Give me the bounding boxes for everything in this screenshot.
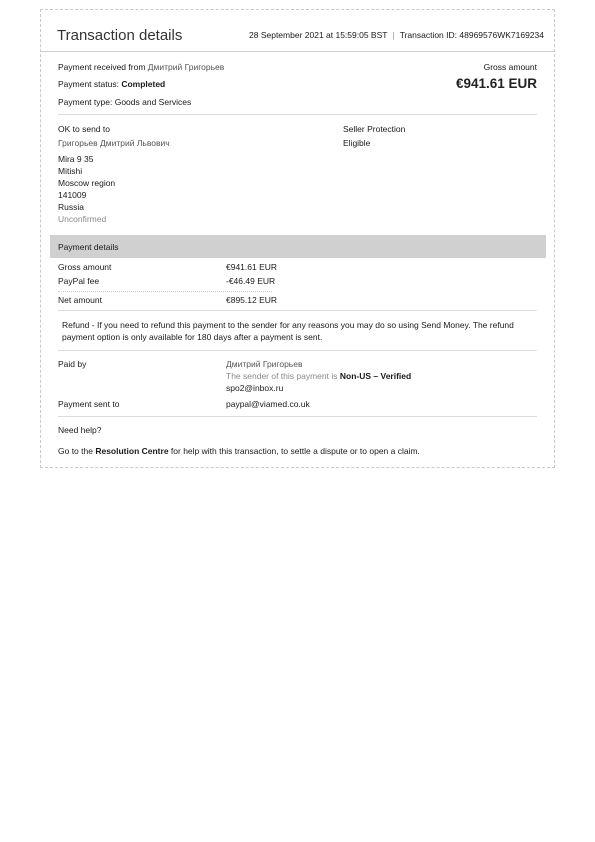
divider	[58, 416, 537, 417]
gross-amount-value: €941.61 EUR	[455, 76, 537, 91]
address-line: 141009	[58, 190, 87, 200]
transaction-id-label: Transaction ID:	[399, 30, 458, 40]
sender-note: The sender of this payment is	[226, 371, 338, 381]
transaction-details-panel	[40, 9, 555, 468]
received-from-row	[58, 62, 224, 72]
ship-to-heading: OK to send to	[58, 124, 110, 134]
sender-status: Non-US – Verified	[339, 371, 412, 381]
panel-header	[41, 10, 554, 52]
sender-status-row	[226, 371, 411, 381]
divider	[58, 310, 537, 311]
details-fee-value: -€46.49 EUR	[226, 276, 276, 286]
help-text	[58, 446, 420, 456]
payment-details-header	[50, 235, 546, 258]
payment-sent-to-email: paypal@viamed.co.uk	[226, 399, 310, 409]
address-line: Mitishi	[58, 166, 83, 176]
ship-to-name: Григорьев Дмитрий Львович	[58, 138, 170, 148]
payer-email: spo2@inbox.ru	[226, 383, 284, 393]
address-line: Moscow region	[58, 178, 116, 188]
need-help-heading: Need help?	[58, 425, 102, 435]
details-net-value: €895.12 EUR	[226, 295, 278, 305]
seller-protection-status: Eligible	[343, 138, 371, 148]
resolution-centre-link[interactable]: Resolution Centre	[95, 446, 169, 456]
payment-status-value: Completed	[121, 79, 166, 89]
details-gross-value: €941.61 EUR	[226, 262, 278, 272]
address-line: Russia	[58, 202, 84, 212]
help-suffix: for help with this transaction, to settle a dispute or to open a claim.	[170, 446, 420, 456]
payment-type-label: Payment type:	[58, 97, 113, 107]
paid-by-label: Paid by	[58, 359, 87, 369]
transaction-id: 48969576WK7169234	[459, 30, 544, 40]
payment-details-heading: Payment details	[58, 242, 119, 252]
details-gross-label: Gross amount	[58, 262, 112, 272]
address-status: Unconfirmed	[58, 214, 107, 224]
meta-separator: |	[392, 30, 395, 40]
page-title: Transaction details	[57, 27, 183, 44]
transaction-meta	[249, 30, 544, 40]
received-from-name: Дмитрий Григорьев	[147, 62, 225, 72]
payment-status-label: Payment status:	[58, 79, 119, 89]
divider	[58, 114, 537, 115]
transaction-datetime: 28 September 2021 at 15:59:05 BST	[249, 30, 388, 40]
payment-type-row	[58, 97, 191, 107]
divider	[58, 350, 537, 351]
seller-protection-heading: Seller Protection	[343, 124, 406, 134]
subtotal-divider	[58, 291, 272, 292]
details-net-label: Net amount	[58, 295, 102, 305]
address-line: Mira 9 35	[58, 154, 94, 164]
help-prefix: Go to the	[58, 446, 93, 456]
details-fee-label: PayPal fee	[58, 276, 100, 286]
payment-sent-to-label: Payment sent to	[58, 399, 120, 409]
received-from-label: Payment received from	[58, 62, 146, 72]
payment-status-row	[58, 79, 165, 89]
refund-note: Refund - If you need to refund this payment to the sender for any reasons you may do so using Send Money. The refund payment option is only available for 180 days after a payment is sent.	[62, 320, 514, 342]
gross-amount-label: Gross amount	[483, 62, 537, 72]
payer-name: Дмитрий Григорьев	[226, 359, 303, 369]
payment-type-value: Goods and Services	[114, 97, 192, 107]
